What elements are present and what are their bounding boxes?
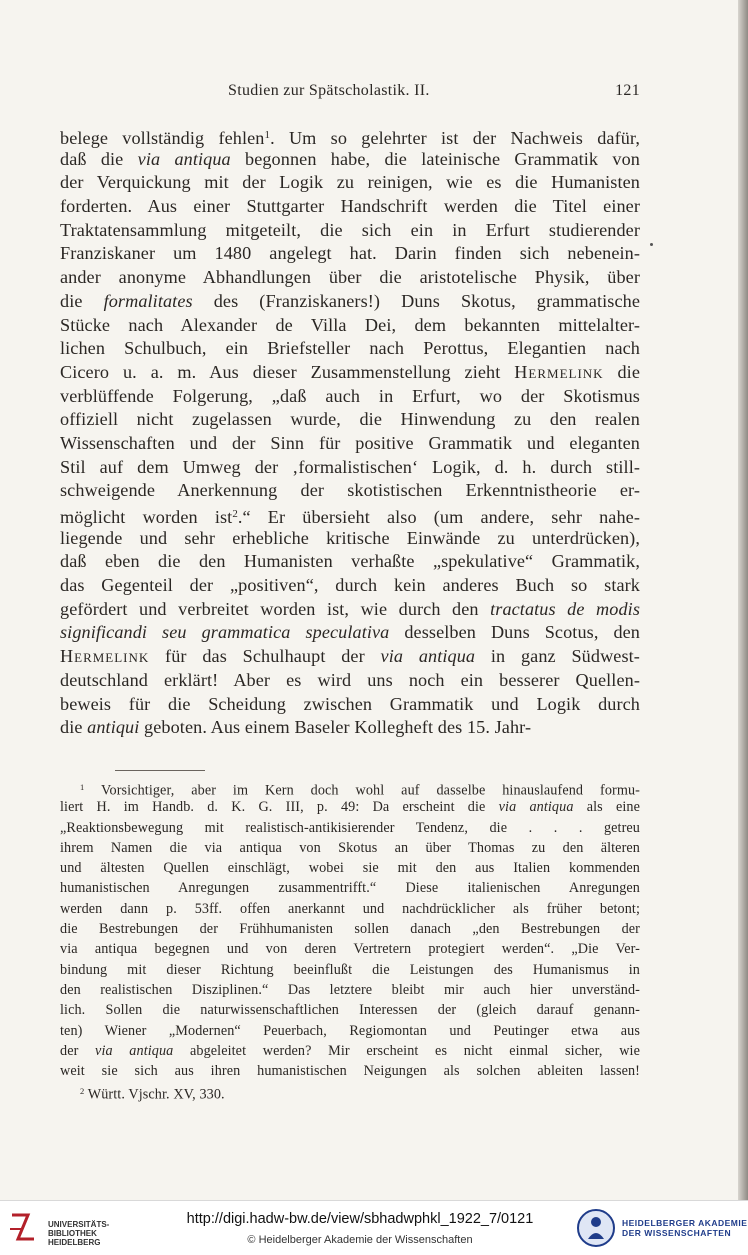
text-run: Wissenschaften und der Sinn für positive Grammatik und eleganten <box>60 432 640 453</box>
footnote-marker: 2 <box>80 1086 85 1097</box>
page-edge-shadow <box>738 0 748 1200</box>
body-line-content <box>60 669 640 693</box>
footnote-marker: 2 <box>232 508 238 520</box>
text-run: daß eben die den Humanisten verhaßte „spekulative“ Grammatik, <box>60 551 640 572</box>
footnote-line <box>60 818 640 838</box>
text-run: das Gegenteil der „positiven“, durch kein anderes Buch so stark <box>60 575 640 596</box>
footnote-line-content <box>60 777 640 797</box>
text-run: liert H. im Handb. d. K. G. III, p. 49: Da erscheint die <box>60 799 499 816</box>
text-run: desselben Duns Scotus, den <box>389 622 641 643</box>
body-line <box>60 242 640 266</box>
footnote-line <box>60 878 640 898</box>
text-run: begonnen habe, die lateinische Grammatik von <box>230 148 640 169</box>
body-line-content <box>60 456 640 480</box>
footnote-line <box>60 1000 640 1020</box>
body-line <box>60 693 640 717</box>
text-run: für das Schulhaupt der <box>149 646 381 667</box>
body-line <box>60 361 640 385</box>
footnote-line-content <box>60 1061 640 1081</box>
text-run: weit sie sich aus ihren humanistischen Neigungen als solchen ableiten lassen! <box>60 1063 640 1080</box>
body-line <box>60 266 640 290</box>
footnote-line <box>60 1041 640 1061</box>
text-run: lich. Sollen die naturwissenschaftlichen Interessen der (gleich darauf genann- <box>60 1002 640 1019</box>
academy-name: HEIDELBERGER AKADEMIE DER WISSENSCHAFTEN <box>622 1218 748 1238</box>
footnote-line <box>60 777 640 797</box>
text-run: möglicht worden ist <box>60 507 233 527</box>
text-run: Cicero u. a. m. Aus dieser Zusammenstellung zieht <box>60 361 515 382</box>
text-run: Württ. Vjschr. XV, 330. <box>84 1087 225 1104</box>
text-run: antiqui <box>87 717 140 738</box>
text-run: lichen Schulbuch, ein Briefsteller nach Perottus, Elegantien nach <box>60 338 640 359</box>
body-line-content <box>60 314 640 338</box>
text-run: Vorsichtiger, aber im Kern doch wohl auf dasselbe hinauslaufend formu- <box>84 782 640 799</box>
text-run: via antiqua <box>380 646 476 667</box>
footnote-line <box>60 1021 640 1041</box>
body-line <box>60 195 640 219</box>
body-line <box>60 479 640 503</box>
body-line <box>60 645 640 669</box>
footnote-line-content <box>60 838 640 858</box>
body-line <box>60 432 640 456</box>
footnote-line <box>60 919 640 939</box>
text-run: tractatus de modis <box>490 598 640 619</box>
text-run: Traktatensammlung mitgeteilt, die sich ein in Erfurt studierender <box>60 219 640 240</box>
text-run: des (Franziskaners!) Duns Skotus, grammatische <box>192 290 640 311</box>
footnote-line <box>60 797 640 817</box>
footnote-line <box>60 899 640 919</box>
body-line <box>60 716 640 740</box>
body-line <box>60 598 640 622</box>
footnote-line <box>60 980 640 1000</box>
main-text-block <box>60 124 640 740</box>
running-title: Studien zur Spätscholastik. II. <box>228 82 430 99</box>
body-line-content <box>60 527 640 551</box>
body-line <box>60 337 640 361</box>
body-line-content <box>60 693 640 717</box>
footnote-line-content <box>60 1000 640 1020</box>
text-run: via antiqua begegnen und von deren Vertretern protegiert werden“. „Die Ver- <box>60 941 640 958</box>
text-run: Stücke nach Alexander de Villa Dei, dem bekannten mittelalter- <box>60 314 640 335</box>
footer-bar <box>0 1200 748 1255</box>
text-run: .“ Er übersieht also (um andere, sehr nahe- <box>237 507 640 527</box>
body-line <box>60 219 640 243</box>
text-run: offiziell nicht zugelassen wurde, die Hinwendung zu den realen <box>60 409 640 430</box>
body-line-content <box>60 598 640 622</box>
footnote-line-content <box>60 919 640 939</box>
body-line <box>60 148 640 172</box>
footnote-line-content <box>60 980 640 1000</box>
text-run: der <box>60 1042 96 1059</box>
body-line-content <box>60 432 640 456</box>
body-line-content <box>60 479 640 503</box>
body-line-content <box>60 195 640 219</box>
body-line <box>60 124 640 148</box>
body-line <box>60 456 640 480</box>
text-run: daß die <box>60 148 138 169</box>
footnote-rule <box>115 770 205 771</box>
footnote-line <box>60 838 640 858</box>
text-run: als eine <box>573 799 640 816</box>
margin-mark <box>650 243 653 246</box>
text-run: Franziskaner um 1480 angelegt hat. Darin finden sich nebenein- <box>60 243 640 264</box>
body-line-content <box>60 574 640 598</box>
body-line-content <box>60 337 640 361</box>
body-line-content <box>60 219 640 243</box>
body-line-content <box>60 408 640 432</box>
footnote-line-content <box>60 797 640 817</box>
body-line <box>60 621 640 645</box>
text-run: via antiqua <box>137 148 231 169</box>
permalink-url[interactable]: http://digi.hadw-bw.de/view/sbhadwphkl_1922_7/0121 <box>186 1211 534 1227</box>
footnote-line-content <box>60 858 640 878</box>
text-run: belege vollständig fehlen <box>60 128 265 148</box>
body-line <box>60 171 640 195</box>
body-line-content <box>60 621 640 645</box>
body-line-content <box>60 242 640 266</box>
text-run: via antiqua <box>95 1042 174 1059</box>
text-run: beweis für die Scheidung zwischen Grammatik und Logik durch <box>60 693 640 714</box>
body-line-content <box>60 385 640 409</box>
text-run: „Reaktionsbewegung mit realistisch-antikisierender Tendenz, die . . . getreu <box>60 819 640 836</box>
text-run: via antiqua <box>498 799 574 816</box>
body-line-content <box>60 266 640 290</box>
text-run: die Bestrebungen der Frühhumanisten sollen danach „den Bestrebungen der <box>60 921 640 938</box>
body-line-content <box>60 716 531 740</box>
text-run: und ältesten Quellen einschlägt, wobei sie mit den aus Italien kommenden <box>60 860 640 877</box>
footnote-line-content <box>60 899 640 919</box>
text-run: Stil auf dem Umweg der ‚formalistischen‘ Logik, d. h. durch still- <box>60 456 640 477</box>
footnote-line-content <box>60 878 640 898</box>
footnote-line <box>60 858 640 878</box>
university-library-icon <box>6 1209 38 1245</box>
footnote-marker: 1 <box>80 782 85 792</box>
footnote-line-content <box>60 939 640 959</box>
footnote-line-content <box>60 1081 225 1104</box>
university-library-logo[interactable] <box>6 1209 156 1249</box>
text-run: formalitates <box>103 290 193 311</box>
body-line <box>60 669 640 693</box>
footnote-line <box>60 1061 640 1081</box>
text-run: schweigende Anerkennung der skotistischen Erkenntnistheorie er- <box>60 480 640 501</box>
footnote-line-content <box>60 818 640 838</box>
body-line-content <box>60 290 640 314</box>
text-run: forderten. Aus einer Stuttgarter Handschrift werden die Titel einer <box>60 196 640 217</box>
text-run: in ganz Südwest- <box>475 646 640 667</box>
text-run: . Um so gelehrter ist der Nachweis dafür, <box>270 128 640 148</box>
body-line <box>60 550 640 574</box>
body-line-content <box>60 124 640 148</box>
text-run: ihrem Namen die via antiqua von Skotus an über Thomas zu den älteren <box>60 839 640 856</box>
body-line <box>60 314 640 338</box>
body-line-content <box>60 171 640 195</box>
page-header <box>60 82 640 106</box>
body-line-content <box>60 550 640 574</box>
body-line-content <box>60 361 640 385</box>
text-run: verblüffende Folgerung, „daß auch in Erfurt, wo der Skotismus <box>60 385 640 406</box>
academy-seal-icon <box>576 1207 616 1249</box>
copyright-notice: © Heidelberger Akademie der Wissenschaften <box>247 1234 473 1246</box>
footnote-line <box>60 939 640 959</box>
footnote-line <box>60 1081 640 1104</box>
text-run: gefördert und verbreitet worden ist, wie durch den <box>60 598 491 619</box>
text-run: significandi seu grammatica speculativa <box>60 622 390 643</box>
text-run: werden dann p. 53ff. offen anerkannt und nachdrücklicher als früher betont; <box>60 900 640 917</box>
body-line-content <box>60 503 640 527</box>
footnote-marker: 1 <box>264 129 271 141</box>
university-library-name: UNIVERSITÄTS- BIBLIOTHEK HEIDELBERG <box>48 1220 110 1247</box>
text-run: humanistischen Anregungen zusammentrifft.“ Diese italienischen Anregungen <box>60 880 640 897</box>
footnotes-block <box>60 777 640 1102</box>
body-line <box>60 290 640 314</box>
text-run: den realistischen Disziplinen.“ Das letztere bleibt mir auch hier unverständ- <box>60 981 640 998</box>
text-run: Hermelink <box>60 646 150 667</box>
body-line <box>60 503 640 527</box>
body-line-content <box>60 148 640 172</box>
body-line-content <box>60 645 640 669</box>
text-run: die <box>60 290 104 311</box>
text-run: bindung mit dieser Richtung beeinflußt die Leistungen des Humanismus in <box>60 961 640 978</box>
footnote-line-content <box>60 960 640 980</box>
footnote-line-content <box>60 1041 640 1061</box>
text-run: abgeleitet werden? Mir erscheint es nicht einmal sicher, wie <box>173 1042 640 1059</box>
text-run: ten) Wiener „Modernen“ Peuerbach, Regiomontan und Peutinger etwa aus <box>60 1022 640 1039</box>
text-run: deutschland erklärt! Aber es wird uns noch ein besserer Quellen- <box>60 669 640 690</box>
text-run: liegende und sehr erhebliche kritische Einwände zu unterdrücken), <box>60 527 640 548</box>
footnote-line-content <box>60 1021 640 1041</box>
text-run: die <box>60 717 88 738</box>
body-line <box>60 574 640 598</box>
text-run: der Verquickung mit der Logik zu reinigen, wie es die Humanisten <box>60 172 640 193</box>
footnote-line <box>60 960 640 980</box>
text-run: Hermelink <box>514 361 604 382</box>
body-line <box>60 527 640 551</box>
text-run: die <box>603 361 640 382</box>
academy-logo[interactable] <box>576 1207 746 1251</box>
text-run: geboten. Aus einem Baseler Kollegheft des 15. Jahr- <box>139 717 532 738</box>
text-run: ander anonyme Abhandlungen über die aristotelische Physik, über <box>60 267 640 288</box>
body-line <box>60 385 640 409</box>
body-line <box>60 408 640 432</box>
page-number: 121 <box>615 82 640 99</box>
